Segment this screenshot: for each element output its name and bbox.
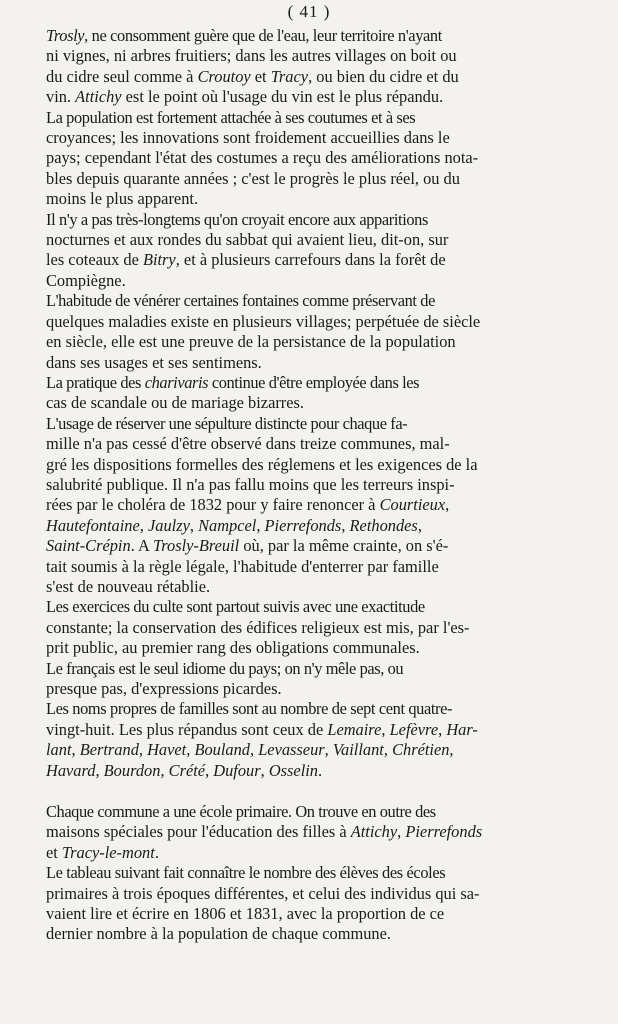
text-line — [22, 884, 584, 904]
text-line — [22, 495, 584, 515]
text-run: presque pas, d'expressions picardes. — [46, 679, 282, 698]
text-line — [22, 26, 584, 46]
paragraph — [22, 802, 584, 863]
text-line — [22, 434, 584, 454]
text-run: Le tableau suivant fait connaître le nombre des élèves des écoles — [46, 863, 446, 883]
text-run: Lefèvre — [389, 719, 439, 739]
text-run: Lemaire — [327, 719, 382, 739]
text-run: ni vignes, ni arbres fruitiers; dans les autres villages on boit ou — [46, 46, 457, 66]
body-text — [22, 26, 584, 945]
text-run: Croutoy — [197, 66, 251, 86]
text-line — [22, 67, 584, 87]
text-run: , — [160, 760, 169, 780]
text-run: Courtieux — [379, 495, 446, 515]
text-line — [22, 393, 584, 413]
text-run: est le point où l'usage du vin est le plus répandu. — [121, 87, 444, 107]
text-run: La pratique des — [46, 372, 145, 392]
text-line — [22, 699, 584, 719]
text-run: moins le plus apparent. — [46, 189, 199, 209]
text-run: tait soumis à la règle légale, l'habitude d'enterrer par famille — [46, 556, 439, 576]
paragraph — [22, 26, 584, 108]
text-line — [22, 128, 584, 148]
text-run: Havard — [46, 760, 96, 780]
text-line — [22, 924, 584, 944]
text-run: Bouland — [194, 740, 250, 760]
text-run: Les exercices du culte sont partout suivis avec une exactitude — [46, 597, 425, 617]
text-line — [22, 475, 584, 495]
text-run: Attichy — [75, 87, 122, 107]
text-run: Les noms propres de familles sont au nombre de sept cent quatre- — [46, 699, 453, 719]
text-run: nocturnes et aux rondes du sabbat qui avaient lieu, dit-on, sur — [46, 230, 449, 250]
text-run: dernier nombre à la population de chaque commune. — [46, 924, 391, 944]
text-line — [22, 618, 584, 638]
text-run: , — [324, 740, 333, 760]
text-run: Rethondes — [349, 515, 418, 535]
text-line — [22, 740, 584, 760]
text-run: Osselin — [268, 760, 319, 780]
text-run: Tracy-le-mont — [61, 842, 155, 862]
text-line — [22, 536, 584, 556]
text-run: s'est de nouveau rétablie. — [46, 576, 211, 596]
text-run: Crété — [168, 760, 206, 780]
paragraph — [22, 863, 584, 945]
text-line — [22, 148, 584, 168]
text-run: où, par la même crainte, on s'é- — [239, 536, 449, 556]
text-run: Bourdon — [103, 760, 161, 780]
text-run: et — [46, 842, 62, 862]
text-line — [22, 863, 584, 883]
text-line — [22, 87, 584, 107]
text-run: La population est fortement attachée à ses coutumes et à ses — [46, 107, 416, 127]
paragraph — [22, 210, 584, 292]
text-run: Saint-Crépin — [46, 536, 131, 556]
text-run: , — [249, 740, 259, 760]
text-run: Pierrefonds — [264, 515, 342, 535]
text-run: L'habitude de vénérer certaines fontaines comme préservant de — [46, 291, 435, 311]
text-run: constante; la conservation des édifices religieux est mis, par l'es- — [46, 617, 470, 637]
text-line — [22, 761, 584, 781]
text-run: , — [417, 515, 422, 535]
text-run: vin. — [46, 87, 76, 107]
text-run: Chrétien — [392, 740, 450, 760]
text-run: Vaillant — [332, 740, 384, 760]
text-run: Le français est le seul idiome du pays; on n'y mêle pas, ou — [46, 658, 404, 678]
text-line — [22, 291, 584, 311]
text-line — [22, 455, 584, 475]
text-line — [22, 169, 584, 189]
text-run: en siècle, elle est une preuve de la persistance de la population — [46, 332, 456, 352]
text-run: Tracy — [270, 66, 309, 86]
text-run: bles depuis quarante années ; c'est le progrès le plus réel, ou du — [46, 168, 460, 188]
text-run: Trosly-Breuil — [153, 536, 240, 556]
text-line — [22, 577, 584, 597]
text-line — [22, 904, 584, 924]
text-run: . — [154, 842, 159, 862]
text-line — [22, 720, 584, 740]
text-run: continue d'être employée dans les — [208, 372, 420, 392]
text-run: , — [139, 515, 148, 535]
text-run: . A — [130, 536, 154, 556]
text-run: , — [256, 515, 265, 535]
text-run: gré les dispositions formelles des réglemens et les exigences de la — [46, 454, 478, 474]
text-line — [22, 822, 584, 842]
text-run: , et à plusieurs carrefours dans la forêt de — [175, 250, 446, 270]
text-run: L'usage de réserver une sépulture distincte pour chaque fa- — [46, 413, 408, 433]
text-line — [22, 802, 584, 822]
text-run: Chaque commune a une école primaire. On trouve en outre des — [46, 802, 436, 822]
text-run: mille n'a pas cessé d'être observé dans treize communes, mal- — [46, 434, 450, 454]
text-run: les coteaux de — [46, 250, 143, 270]
text-run: charivaris — [144, 372, 209, 392]
text-run: vingt-huit. Les plus répandus sont ceux de — [46, 719, 328, 739]
text-run: , — [138, 740, 148, 760]
text-run: lant — [46, 740, 72, 760]
text-run: maisons spéciales pour l'éducation des filles à — [46, 822, 351, 842]
paragraph — [22, 373, 584, 414]
text-run: , — [383, 740, 393, 760]
text-run: primaires à trois époques différentes, et celui des individus qui sa- — [46, 883, 480, 903]
text-run: , ne consomment guère que de l'eau, leur territoire n'ayant — [84, 26, 442, 45]
page-number: ( 41 ) — [287, 2, 331, 21]
text-run: , — [260, 760, 269, 780]
text-run: Jaulzy — [147, 515, 190, 535]
text-run: Havet — [147, 740, 187, 760]
text-line — [22, 250, 584, 270]
text-line — [22, 516, 584, 536]
text-run: , — [341, 515, 350, 535]
text-run: , — [186, 740, 195, 760]
text-line — [22, 679, 584, 699]
text-run: Dufour — [213, 760, 261, 780]
text-line — [22, 312, 584, 332]
text-run: , — [445, 495, 450, 515]
text-run: Hautefontaine — [46, 515, 140, 535]
text-run: Trosly — [46, 26, 85, 45]
text-run: rées par le choléra de 1832 pour y faire renoncer à — [46, 495, 380, 515]
text-line — [22, 843, 584, 863]
text-run: du cidre seul comme à — [46, 66, 198, 86]
paragraph — [22, 699, 584, 781]
text-line — [22, 659, 584, 679]
text-run: , — [205, 760, 214, 780]
text-run: Nampcel — [198, 515, 257, 535]
text-run: salubrité publique. Il n'a pas fallu moins que les terreurs inspi- — [46, 474, 455, 494]
text-run: , — [71, 740, 80, 760]
text-run: Bertrand — [79, 740, 139, 760]
text-run: Pierrefonds — [405, 822, 483, 842]
text-line — [22, 210, 584, 230]
text-run: Compiègne. — [46, 270, 126, 290]
text-line — [22, 414, 584, 434]
text-line — [22, 638, 584, 658]
text-run: Il n'y a pas très-longtems qu'on croyait encore aux apparitions — [46, 209, 428, 229]
text-run: croyances; les innovations sont froidement accueillies dans le — [46, 128, 450, 148]
text-run: Bitry — [142, 250, 176, 270]
text-run: et — [250, 66, 271, 86]
text-line — [22, 46, 584, 66]
text-run: , — [397, 822, 406, 842]
text-line — [22, 271, 584, 291]
paragraph — [22, 108, 584, 210]
paragraph — [22, 597, 584, 658]
text-line — [22, 597, 584, 617]
text-run: , — [381, 719, 390, 739]
text-line — [22, 230, 584, 250]
text-line — [22, 557, 584, 577]
paragraph — [22, 414, 584, 598]
text-run: . — [318, 760, 323, 780]
text-run: Levasseur — [258, 740, 325, 760]
text-run: prit public, au premier rang des obligations communales. — [46, 638, 420, 658]
text-run: , — [449, 740, 454, 760]
text-run: , — [95, 760, 104, 780]
text-line — [22, 108, 584, 128]
text-run: Har- — [446, 719, 478, 739]
paragraph — [22, 659, 584, 700]
text-line — [22, 332, 584, 352]
text-run: , ou bien du cidre et du — [308, 66, 459, 86]
text-run: quelques maladies existe en plusieurs villages; perpétuée de siècle — [46, 311, 481, 331]
text-run: , — [189, 515, 199, 535]
text-run: , — [438, 719, 447, 739]
text-line — [22, 189, 584, 209]
text-run: cas de scandale ou de mariage bizarres. — [46, 393, 305, 413]
text-run: Attichy — [350, 822, 398, 842]
text-line — [22, 373, 584, 393]
paragraph — [22, 291, 584, 373]
text-run: dans ses usages et ses sentimens. — [46, 352, 262, 372]
text-run: vaient lire et écrire en 1806 et 1831, avec la proportion de ce — [46, 904, 445, 924]
text-line — [22, 353, 584, 373]
text-run: pays; cependant l'état des costumes a reçu des améliorations nota- — [46, 148, 479, 168]
